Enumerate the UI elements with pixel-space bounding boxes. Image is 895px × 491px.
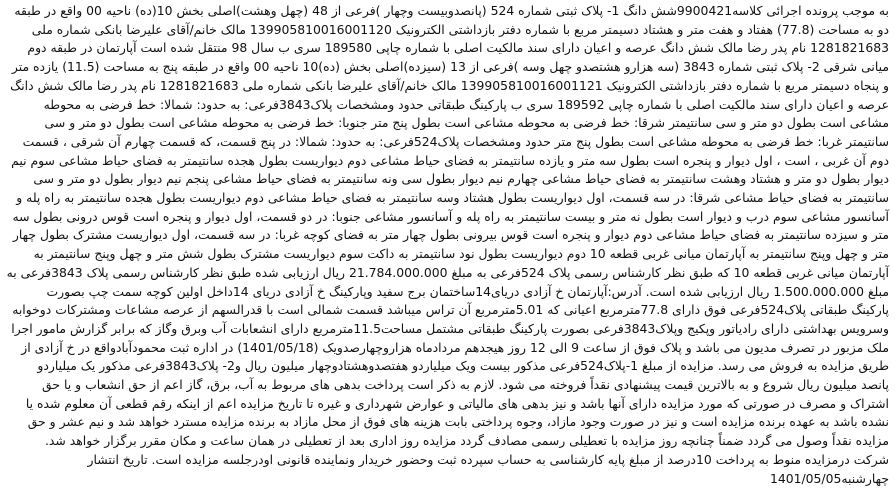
notice-body-text: به موجب پرونده اجرائی کلاسه9900421شش دانگ 1- پلاک ثبتی شماره 524 (پانصدوبیست وچهار )فرعی از 48 (چهل وهشت)اصلی بخش 10(ده) ناحیه 00 واقع در طبقه دو به مساحت (77.8) هفتاد و هفت متر و هشتاد دسیمتر مربع با شماره دفتر بازداشتی الکترونیک 139905810016001120 مالک خانم/آقای علیرضا بانکی شماره ملی 1281821683 نام پدر رضا مالک شش دانگ عرصه و اعیان دارای سند مالکیت اصلی با شماره چاپی 189580 سری ب سال 98 منتقل شده است آپارتمان در طبقه دوم میانی شرقی 2- پلاک ثبتی شماره 3843 (سه هزارو هشتصدو چهل وسه )فرعی از 13 (سیزده)اصلی بخش (ده)10 ناحیه 00 واقع در طبقه پنج به مساحت (11.5) یازده متر و پنجاه دسیمتر مربع با شماره دفتر بازداشتی الکترونیک 139905810016001121 مالک خانم/آقای علیرضا بانکی شماره ملی 1281821683 نام پدر رضا مالک شش دانگ عرصه و اعیان دارای سند مالکیت اصلی با شماره چاپی 189592 سری ب پارکینگ طبقاتی حدود ومشخصات پلاک3843فرعی: به حدود: شمالا: خط فرضی به محوطه مشاعی است بطول دو متر و سی سانتیمتر شرقا: خط فرضی به محوطه مشاعی است بطول پنج متر جنوبا: خط فرضی به محوطه مشاعی است بطول دو متر و سی سانتیمتر غربا: خط فرضی به محوطه مشاعی است بطول پنج متر حدود ومشخصات پلاک524فرعی: به حدود: شمالا: در پنج قسمت، که قسمت چهارم آن شرقی ، قسمت دوم آن غربی ، است ، اول دیوار و پنجره است بطول سه متر و یازده سانتیمتر به فضای حیاط مشاعی دوم دیواریست بطول هجده سانتیمتر به فضای حیاط مشاعی سوم نیم دیوار بطول دو متر و هشتاد وهشت سانتیمتر به فضای حیاط مشاعی چهارم نیم دیوار بطول سی ونه سانتیمتر به فضای حیاط مشاعی پنجم نیم دیوار بطول دو متر و سی سانتیمتر به فضای حیاط مشاعی شرقا: در سه قسمت، اول دیواریست بطول هشتاد وسه سانتیمتر به فضای حیاط مشاعی دوم دیواریست بطول هجده سانتیمتر به راه پله و آسانسور مشاعی سوم درب و دیوار است بطول نه متر و بیست سانتیمتر به راه پله و آسانسور مشاعی جنوبا: در دو قسمت، اول دیوار و پنجره است قوس درونی بطول سه متر و سیزده سانتیمتر به فضای حیاط مشاعی دوم دیوار و پنجره است قوس بیرونی بطول چهار متر به فضای کوچه غربا: در سه قسمت، اول دیواریست مشترک بطول چهار متر و چهل وپنج سانتیمتر به آپارتمان میانی غربی قطعه 10 دوم دیواریست بطول نود سانتیمتر به داکت سوم دیواریست مشترک بطول شش متر و چهل وپنج سانتیمتر به آپارتمان میانی غربی قطعه 10 که طبق نظر کارشناس رسمی پلاک 524فرعی به مبلغ 21.784.000.000 ریال ارزیابی شده طبق نظر کارشناس رسمی پلاک 3843فرعی به مبلغ 1.500.000.000 ریال ارزیابی شده است. آدرس:آپارتمان خ آزادی دریای14ساختمان برج سفید وپارکینگ خ آزادی دریای 14داخل اولین کوچه سمت چپ بصورت پارکینگ طبقاتی پلاک524فرعی فوق دارای 77.8مترمربع اعیانی که 5.01مترمربع آن تراس میباشد قسمت شمالی است با قدرالسهم از عرصه مشاعات ومشترکات دوخوابه وسرویس بهداشتی دارای رادیاتور وپکیج وپلاک3843فرعی بصورت پارکینگ طبقاتی مشتمل مساحت11.5مترمربع دارای انشعابات آب وبرق وگاز که برابر گزارش مامور اجرا ملک مزبور در تصرف مدیون می باشد و پلاک فوق از ساعت 9 الی 12 روز هیجدهم مردادماه هزاروچهارصدویک (1401/05/18) در اداره ثبت محمودآبادواقع در خ آزادی از طریق مزایده به فروش می رسد. مزایده از مبلغ 1-پلاک524فرعی مذکور بیست ویک میلیاردو هفتصدوهشتادوچهار میلیون ریال و2- پلاک3843فرعی مذکور یک میلیاردو پانصد میلیون ریال شروع و به بالاترین قیمت پیشنهادی نقداً فروخته می شود. لازم به ذکر است پرداخت بدهی های مربوط به آب، برق، گاز اعم از حق انشعاب و یا حق اشتراک و مصرف در صورتی که مورد مزایده دارای آنها باشد و نیز بدهی های مالیاتی و عوارض شهرداری و غیره تا تاریخ مزایده اعم از اینکه رقم قطعی آن معلوم شده یا نشده باشد به عهده برنده مزایده است و نیز در صورت وجود مازاد، وجوه پرداختی بابت هزینه های فوق از محل مازاد به برنده مزایده مسترد خواهد شد و نیم عشر و حق مزایده نقداً وصول می گردد ضمناً چنانچه روز مزایده با تعطیلی رسمی مصادف گردد مزایده روز اداری بعد از تعطیلی در همان ساعت و مکان مقرر برگزار خواهد شد. شرکت درمزایده منوط به پرداخت 10درصد از مبلغ پایه کارشناسی به حساب سپرده ثبت وحضور خریدار ونماینده قانونی اودرجلسه مزایده است. تاریخ انتشار چهارشنبه1401/05/05: [6, 3, 889, 486]
